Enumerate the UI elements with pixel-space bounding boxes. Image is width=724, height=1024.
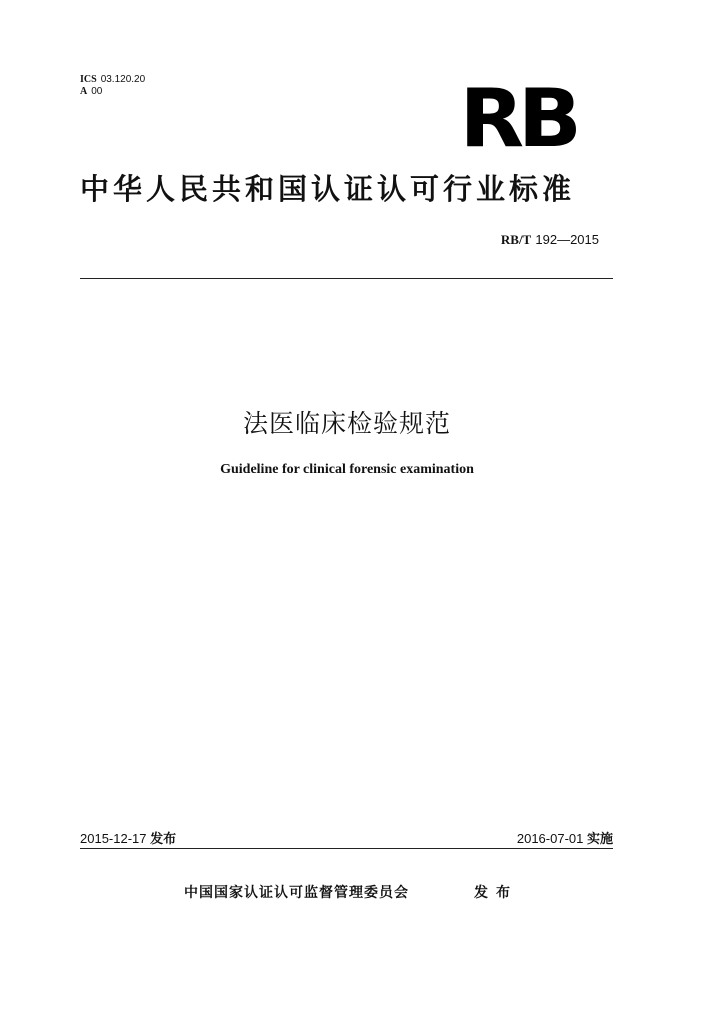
standard-code-prefix: RB/T (500, 232, 532, 247)
issuing-authority: 中国国家认证认可监督管理委员会 (184, 885, 409, 901)
ics-code: 03.120.20 (100, 74, 146, 85)
standard-code-number: 192—2015 (535, 232, 599, 247)
standard-code (501, 232, 599, 248)
header-divider (80, 278, 613, 279)
issue-date-line (80, 828, 176, 847)
classification-codes (80, 74, 145, 98)
effective-label: 实施 (586, 832, 613, 847)
issue-date: 2015-12-17 (80, 831, 147, 846)
document-title-english: Guideline for clinical forensic examination (220, 462, 474, 477)
footer-divider (80, 848, 613, 849)
document-title: 法医临床检验规范 (242, 409, 451, 438)
rb-logo: RB (459, 72, 576, 165)
ccs-line (80, 86, 145, 98)
ics-line (80, 74, 145, 86)
issuer-action: 发布 (474, 885, 518, 901)
ccs-code: 00 (91, 86, 103, 97)
effective-date-line (517, 828, 613, 847)
effective-date: 2016-07-01 (516, 831, 584, 846)
ccs-label: A (80, 86, 88, 97)
issue-label: 发布 (150, 832, 177, 847)
ics-label: ICS (80, 74, 97, 85)
standard-category-title: 中华人民共和国认证认可行业标准 (80, 172, 576, 206)
